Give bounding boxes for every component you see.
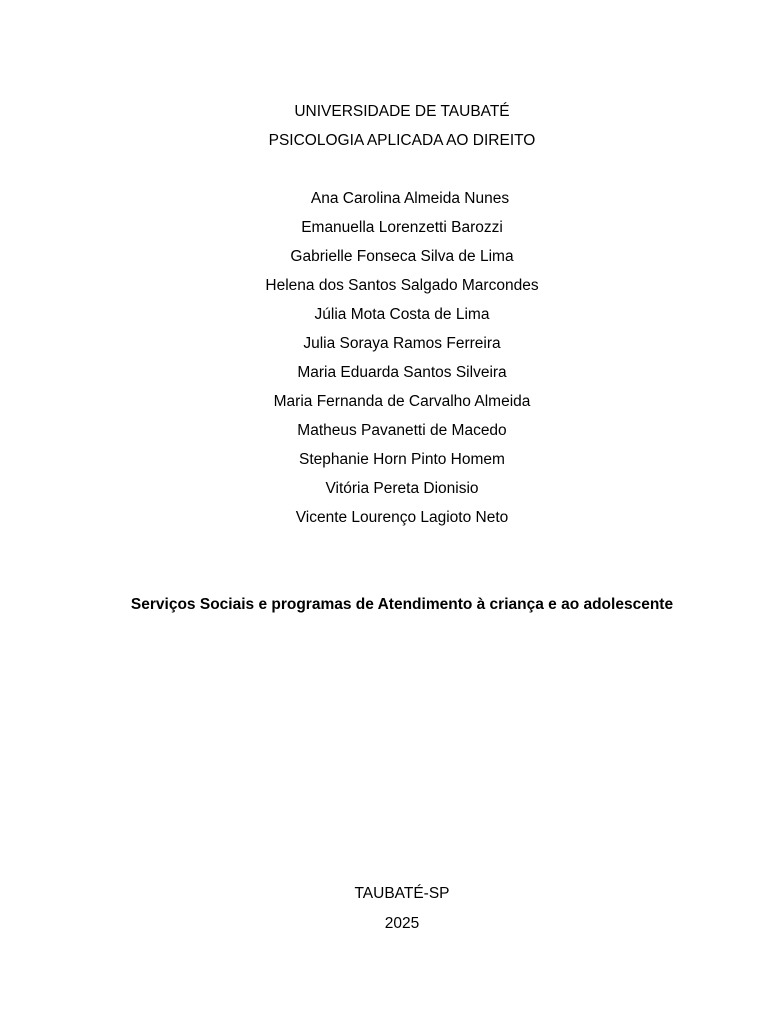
- year: 2025: [384, 915, 420, 932]
- course-name: PSICOLOGIA APLICADA AO DIREITO: [268, 132, 536, 149]
- author-name: Maria Eduarda Santos Silveira: [297, 364, 507, 381]
- author-name: Julia Soraya Ramos Ferreira: [303, 335, 501, 352]
- author-name: Emanuella Lorenzetti Barozzi: [301, 219, 503, 236]
- author-name: Vicente Lourenço Lagioto Neto: [295, 509, 509, 526]
- author-name: Matheus Pavanetti de Macedo: [297, 422, 507, 439]
- author-name: Stephanie Horn Pinto Homem: [299, 451, 505, 468]
- city-state: TAUBATÉ-SP: [354, 885, 450, 902]
- author-name: Helena dos Santos Salgado Marcondes: [265, 277, 539, 294]
- institution-name: UNIVERSIDADE DE TAUBATÉ: [294, 103, 510, 120]
- author-name: Vitória Pereta Dionisio: [325, 480, 479, 497]
- author-name: Maria Fernanda de Carvalho Almeida: [273, 393, 531, 410]
- author-name: Ana Carolina Almeida Nunes: [310, 190, 510, 207]
- document-title: Serviços Sociais e programas de Atendimento à criança e ao adolescente: [130, 596, 674, 613]
- author-name: Gabrielle Fonseca Silva de Lima: [290, 248, 514, 265]
- author-name: Júlia Mota Costa de Lima: [314, 306, 490, 323]
